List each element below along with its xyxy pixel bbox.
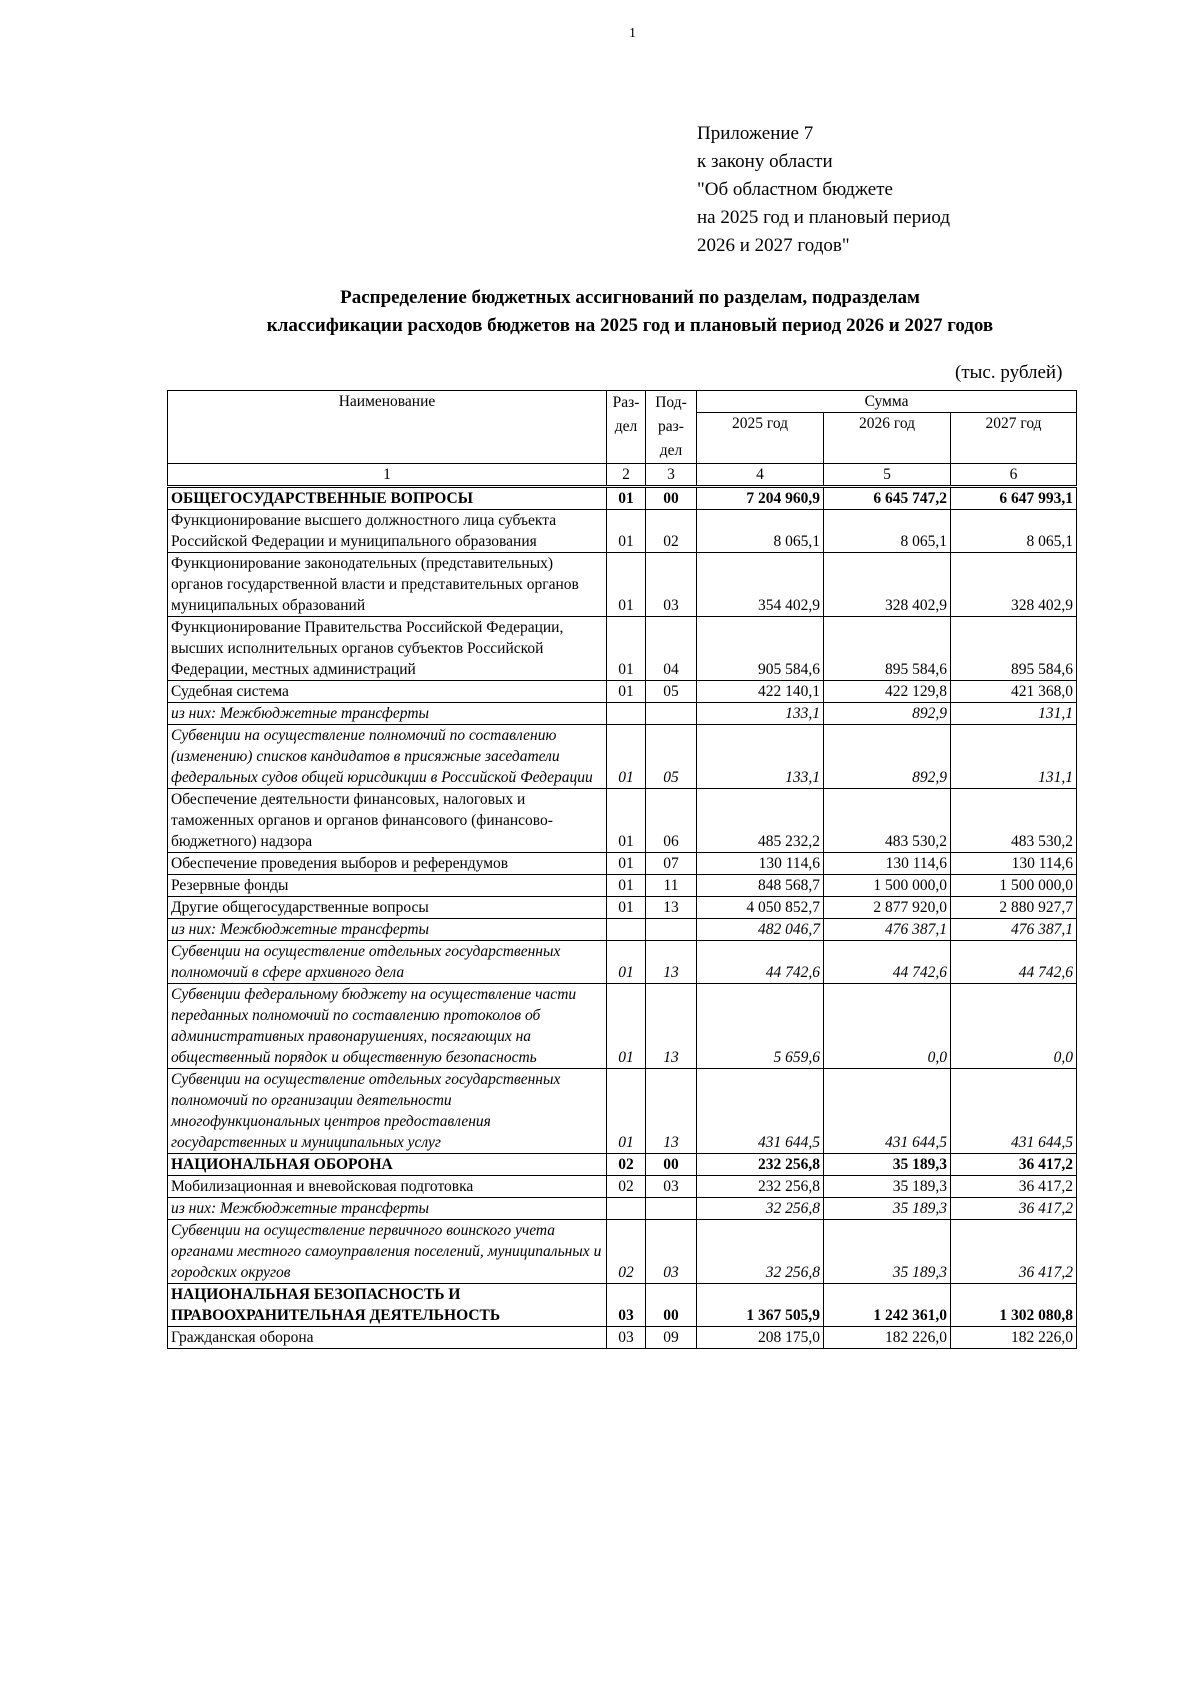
row-amount-2026: 6 645 747,2 — [824, 487, 951, 510]
row-amount-2025: 32 256,8 — [697, 1220, 824, 1284]
row-amount-2025: 232 256,8 — [697, 1176, 824, 1198]
row-amount-2026: 35 189,3 — [824, 1176, 951, 1198]
row-amount-2027: 36 417,2 — [951, 1176, 1077, 1198]
row-amount-2026: 1 242 361,0 — [824, 1284, 951, 1327]
row-amount-2026: 476 387,1 — [824, 919, 951, 941]
row-amount-2027: 182 226,0 — [951, 1327, 1077, 1349]
row-podrazdel: 03 — [646, 1220, 697, 1284]
table-row — [168, 681, 1077, 703]
row-podrazdel: 13 — [646, 897, 697, 919]
row-amount-2026: 35 189,3 — [824, 1220, 951, 1284]
row-name: Судебная система — [168, 681, 607, 703]
row-razdel: 01 — [607, 789, 646, 853]
row-amount-2025: 133,1 — [697, 703, 824, 725]
table-row — [168, 1284, 1077, 1327]
row-podrazdel: 05 — [646, 681, 697, 703]
row-name: Другие общегосударственные вопросы — [168, 897, 607, 919]
row-name: Функционирование законодательных (представительных) органов государственной власти и представительных органов муниципальных образований — [168, 553, 607, 617]
row-name: Субвенции на осуществление отдельных государственных полномочий в сфере архивного дела — [168, 941, 607, 984]
header-podrazdel: Под- раз- дел — [646, 391, 697, 464]
row-razdel: 01 — [607, 875, 646, 897]
row-razdel: 01 — [607, 941, 646, 984]
row-amount-2025: 422 140,1 — [697, 681, 824, 703]
row-amount-2025: 208 175,0 — [697, 1327, 824, 1349]
row-name: Субвенции на осуществление полномочий по составлению (изменению) списков кандидатов в присяжные заседатели федеральных судов общей юрисдикции в Российской Федерации — [168, 725, 607, 789]
budget-table — [167, 390, 1077, 1349]
row-podrazdel: 06 — [646, 789, 697, 853]
table-row — [168, 703, 1077, 725]
column-number: 2 — [607, 464, 646, 487]
row-podrazdel — [646, 1198, 697, 1220]
header-2025: 2025 год — [697, 413, 824, 464]
row-amount-2027: 0,0 — [951, 984, 1077, 1069]
row-name: из них: Межбюджетные трансферты — [168, 1198, 607, 1220]
row-amount-2026: 182 226,0 — [824, 1327, 951, 1349]
row-amount-2026: 8 065,1 — [824, 510, 951, 553]
row-razdel: 01 — [607, 725, 646, 789]
row-razdel: 01 — [607, 681, 646, 703]
table-row — [168, 984, 1077, 1069]
row-razdel: 01 — [607, 853, 646, 875]
row-amount-2025: 133,1 — [697, 725, 824, 789]
row-amount-2026: 483 530,2 — [824, 789, 951, 853]
row-podrazdel: 00 — [646, 1284, 697, 1327]
row-razdel: 02 — [607, 1176, 646, 1198]
row-razdel — [607, 703, 646, 725]
table-row — [168, 789, 1077, 853]
row-amount-2025: 232 256,8 — [697, 1154, 824, 1176]
row-razdel: 01 — [607, 487, 646, 510]
header-2026: 2026 год — [824, 413, 951, 464]
table-row — [168, 919, 1077, 941]
row-amount-2026: 2 877 920,0 — [824, 897, 951, 919]
row-podrazdel: 03 — [646, 553, 697, 617]
row-podrazdel: 04 — [646, 617, 697, 681]
row-amount-2027: 895 584,6 — [951, 617, 1077, 681]
row-name: НАЦИОНАЛЬНАЯ БЕЗОПАСНОСТЬ И ПРАВООХРАНИТЕЛЬНАЯ ДЕЯТЕЛЬНОСТЬ — [168, 1284, 607, 1327]
table-row — [168, 725, 1077, 789]
row-name: Гражданская оборона — [168, 1327, 607, 1349]
row-amount-2027: 483 530,2 — [951, 789, 1077, 853]
row-razdel: 01 — [607, 1069, 646, 1154]
row-podrazdel: 05 — [646, 725, 697, 789]
table-row — [168, 941, 1077, 984]
header-2027: 2027 год — [951, 413, 1077, 464]
row-amount-2026: 0,0 — [824, 984, 951, 1069]
row-amount-2027: 328 402,9 — [951, 553, 1077, 617]
table-row — [168, 897, 1077, 919]
row-amount-2027: 130 114,6 — [951, 853, 1077, 875]
table-body — [168, 487, 1077, 1349]
row-name: Обеспечение деятельности финансовых, налоговых и таможенных органов и органов финансового (финансово-бюджетного) надзора — [168, 789, 607, 853]
row-podrazdel: 07 — [646, 853, 697, 875]
row-razdel: 01 — [607, 897, 646, 919]
row-name: Функционирование высшего должностного лица субъекта Российской Федерации и муниципального образования — [168, 510, 607, 553]
row-amount-2026: 130 114,6 — [824, 853, 951, 875]
row-name: Функционирование Правительства Российской Федерации, высших исполнительных органов субъектов Российской Федерации, местных администраций — [168, 617, 607, 681]
table-row — [168, 875, 1077, 897]
row-razdel: 03 — [607, 1327, 646, 1349]
row-name: НАЦИОНАЛЬНАЯ ОБОРОНА — [168, 1154, 607, 1176]
row-amount-2027: 36 417,2 — [951, 1154, 1077, 1176]
units-label: (тыс. рублей) — [955, 362, 1063, 383]
row-amount-2025: 32 256,8 — [697, 1198, 824, 1220]
row-amount-2025: 354 402,9 — [697, 553, 824, 617]
row-amount-2027: 6 647 993,1 — [951, 487, 1077, 510]
row-amount-2025: 482 046,7 — [697, 919, 824, 941]
row-podrazdel — [646, 703, 697, 725]
page-number: 1 — [629, 26, 636, 41]
row-amount-2027: 36 417,2 — [951, 1220, 1077, 1284]
row-name: ОБЩЕГОСУДАРСТВЕННЫЕ ВОПРОСЫ — [168, 487, 607, 510]
row-podrazdel: 13 — [646, 1069, 697, 1154]
column-number: 3 — [646, 464, 697, 487]
row-amount-2026: 44 742,6 — [824, 941, 951, 984]
table-row — [168, 510, 1077, 553]
table-row — [168, 553, 1077, 617]
row-podrazdel: 00 — [646, 487, 697, 510]
row-podrazdel — [646, 919, 697, 941]
row-amount-2027: 8 065,1 — [951, 510, 1077, 553]
column-number: 1 — [168, 464, 607, 487]
row-name: Резервные фонды — [168, 875, 607, 897]
row-razdel — [607, 1198, 646, 1220]
header-name: Наименование — [168, 391, 607, 464]
row-amount-2025: 130 114,6 — [697, 853, 824, 875]
row-podrazdel: 00 — [646, 1154, 697, 1176]
row-amount-2026: 895 584,6 — [824, 617, 951, 681]
row-amount-2025: 905 584,6 — [697, 617, 824, 681]
row-podrazdel: 13 — [646, 984, 697, 1069]
column-number: 4 — [697, 464, 824, 487]
row-razdel — [607, 919, 646, 941]
row-name: Субвенции на осуществление отдельных государственных полномочий по организации деятельности многофункциональных центров предоставления государственных и муниципальных услуг — [168, 1069, 607, 1154]
title-line-2: классификации расходов бюджетов на 2025 год и плановый период 2026 и 2027 годов — [266, 315, 994, 336]
table-row — [168, 487, 1077, 510]
row-amount-2026: 892,9 — [824, 725, 951, 789]
column-number: 5 — [824, 464, 951, 487]
row-amount-2025: 431 644,5 — [697, 1069, 824, 1154]
row-podrazdel: 09 — [646, 1327, 697, 1349]
row-amount-2025: 8 065,1 — [697, 510, 824, 553]
appendix-reference — [697, 120, 950, 260]
appendix-line: на 2025 год и плановый период — [697, 207, 951, 228]
row-amount-2026: 422 129,8 — [824, 681, 951, 703]
appendix-line: Приложение 7 — [697, 123, 814, 144]
row-amount-2027: 476 387,1 — [951, 919, 1077, 941]
row-amount-2025: 44 742,6 — [697, 941, 824, 984]
row-amount-2027: 44 742,6 — [951, 941, 1077, 984]
row-name: Обеспечение проведения выборов и референдумов — [168, 853, 607, 875]
title-line-1: Распределение бюджетных ассигнований по разделам, подразделам — [340, 287, 920, 308]
row-amount-2026: 35 189,3 — [824, 1198, 951, 1220]
row-razdel: 01 — [607, 553, 646, 617]
row-amount-2025: 848 568,7 — [697, 875, 824, 897]
appendix-line: "Об областном бюджете — [697, 179, 893, 200]
row-amount-2027: 131,1 — [951, 703, 1077, 725]
table-row — [168, 853, 1077, 875]
row-amount-2026: 431 644,5 — [824, 1069, 951, 1154]
row-amount-2027: 1 500 000,0 — [951, 875, 1077, 897]
table-row — [168, 1154, 1077, 1176]
row-amount-2027: 36 417,2 — [951, 1198, 1077, 1220]
row-name: из них: Межбюджетные трансферты — [168, 919, 607, 941]
row-name: из них: Межбюджетные трансферты — [168, 703, 607, 725]
row-razdel: 03 — [607, 1284, 646, 1327]
row-amount-2026: 1 500 000,0 — [824, 875, 951, 897]
table-row — [168, 1220, 1077, 1284]
row-amount-2027: 421 368,0 — [951, 681, 1077, 703]
appendix-line: 2026 и 2027 годов" — [697, 235, 850, 256]
row-amount-2025: 4 050 852,7 — [697, 897, 824, 919]
table-row — [168, 1069, 1077, 1154]
row-name: Субвенции федеральному бюджету на осуществление части переданных полномочий по составлению протоколов об административных правонарушениях, посягающих на общественный порядок и общественную безопасность — [168, 984, 607, 1069]
row-razdel: 02 — [607, 1220, 646, 1284]
row-name: Мобилизационная и вневойсковая подготовка — [168, 1176, 607, 1198]
document-title — [180, 284, 1080, 340]
row-podrazdel: 02 — [646, 510, 697, 553]
row-podrazdel: 03 — [646, 1176, 697, 1198]
header-razdel: Раз- дел — [607, 391, 646, 464]
header-sum: Сумма — [697, 391, 1077, 413]
row-razdel: 02 — [607, 1154, 646, 1176]
row-amount-2027: 1 302 080,8 — [951, 1284, 1077, 1327]
row-razdel: 01 — [607, 984, 646, 1069]
row-amount-2025: 7 204 960,9 — [697, 487, 824, 510]
column-number: 6 — [951, 464, 1077, 487]
row-podrazdel: 11 — [646, 875, 697, 897]
table-row — [168, 1327, 1077, 1349]
row-razdel: 01 — [607, 510, 646, 553]
appendix-line: к закону области — [697, 151, 833, 172]
row-amount-2025: 1 367 505,9 — [697, 1284, 824, 1327]
table-row — [168, 1176, 1077, 1198]
row-amount-2026: 328 402,9 — [824, 553, 951, 617]
row-amount-2027: 2 880 927,7 — [951, 897, 1077, 919]
row-amount-2025: 485 232,2 — [697, 789, 824, 853]
row-name: Субвенции на осуществление первичного воинского учета органами местного самоуправления поселений, муниципальных и городских округов — [168, 1220, 607, 1284]
row-amount-2026: 35 189,3 — [824, 1154, 951, 1176]
row-amount-2025: 5 659,6 — [697, 984, 824, 1069]
row-amount-2027: 131,1 — [951, 725, 1077, 789]
row-amount-2026: 892,9 — [824, 703, 951, 725]
table-row — [168, 1198, 1077, 1220]
row-amount-2027: 431 644,5 — [951, 1069, 1077, 1154]
table-row — [168, 617, 1077, 681]
row-podrazdel: 13 — [646, 941, 697, 984]
row-razdel: 01 — [607, 617, 646, 681]
